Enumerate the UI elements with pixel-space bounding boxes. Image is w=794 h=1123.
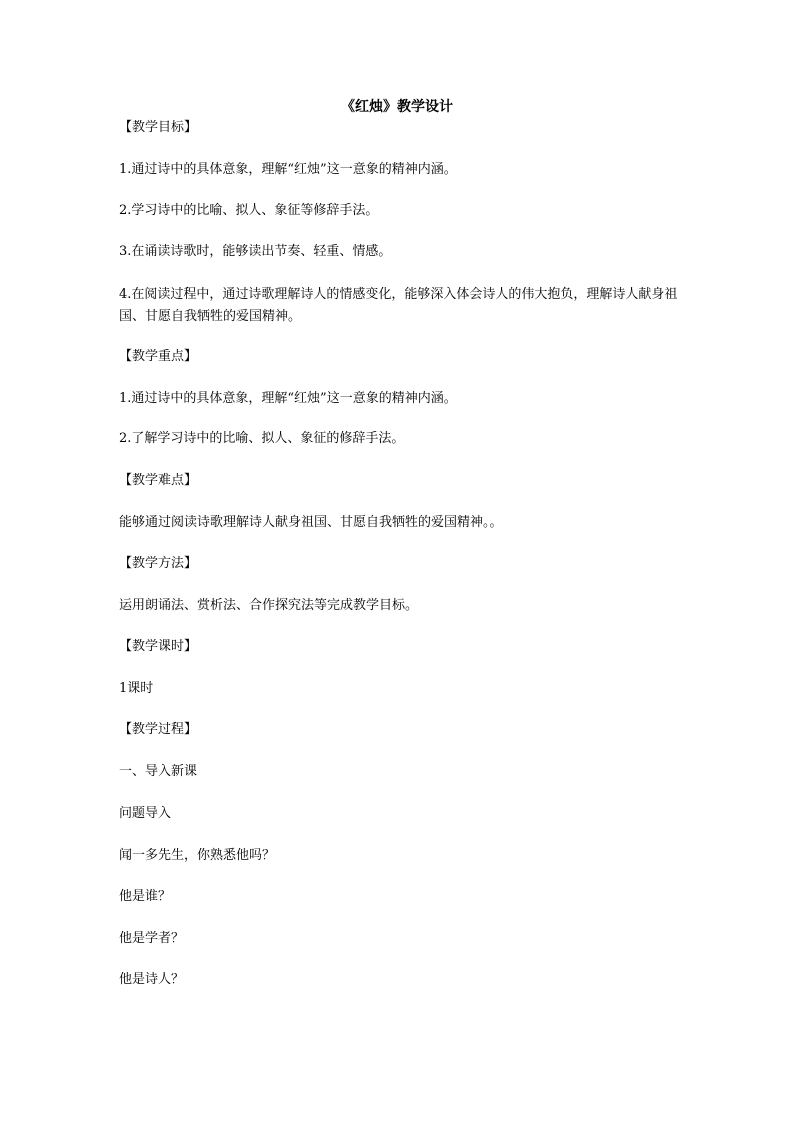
process-item-4: 他是谁？ xyxy=(119,889,172,904)
key-points-heading: 【教学重点】 xyxy=(119,349,198,364)
hours-heading: 【教学课时】 xyxy=(119,639,198,654)
document-title: 《红烛》教学设计 xyxy=(341,99,453,115)
difficulties-text: 能够通过阅读诗歌理解诗人献身祖国、甘愿自我牺牲的爱国精神。。 xyxy=(119,515,503,530)
objective-item-3: 3.在诵读诗歌时，能够读出节奏、轻重、情感。 xyxy=(119,244,392,259)
process-item-3: 闻一多先生，你熟悉他吗？ xyxy=(119,848,276,863)
objective-item-2: 2.学习诗中的比喻、拟人、象征等修辞手法。 xyxy=(119,203,379,218)
process-item-1: 一、导入新课 xyxy=(119,764,198,779)
objectives-heading: 【教学目标】 xyxy=(119,120,198,135)
process-item-2: 问题导入 xyxy=(119,806,172,821)
key-point-item-2: 2.了解学习诗中的比喻、拟人、象征的修辞手法。 xyxy=(119,431,405,446)
hours-text: 1课时 xyxy=(119,681,154,696)
methods-text: 运用朗诵法、赏析法、合作探究法等完成教学目标。 xyxy=(119,598,419,613)
process-item-5: 他是学者？ xyxy=(119,931,185,946)
difficulties-heading: 【教学难点】 xyxy=(119,473,198,488)
key-point-item-1: 1.通过诗中的具体意象，理解“红烛”这一意象的精神内涵。 xyxy=(119,391,457,406)
process-heading: 【教学过程】 xyxy=(119,722,198,737)
objective-item-4: 4.在阅读过程中，通过诗歌理解诗人的情感变化，能够深入体会诗人的伟大抱负，理解诗人献身祖国、甘愿自我牺牲的爱国精神。 xyxy=(119,287,678,324)
objective-item-1: 1.通过诗中的具体意象，理解“红烛”这一意象的精神内涵。 xyxy=(119,162,457,177)
process-item-6: 他是诗人？ xyxy=(119,972,185,987)
methods-heading: 【教学方法】 xyxy=(119,556,198,571)
